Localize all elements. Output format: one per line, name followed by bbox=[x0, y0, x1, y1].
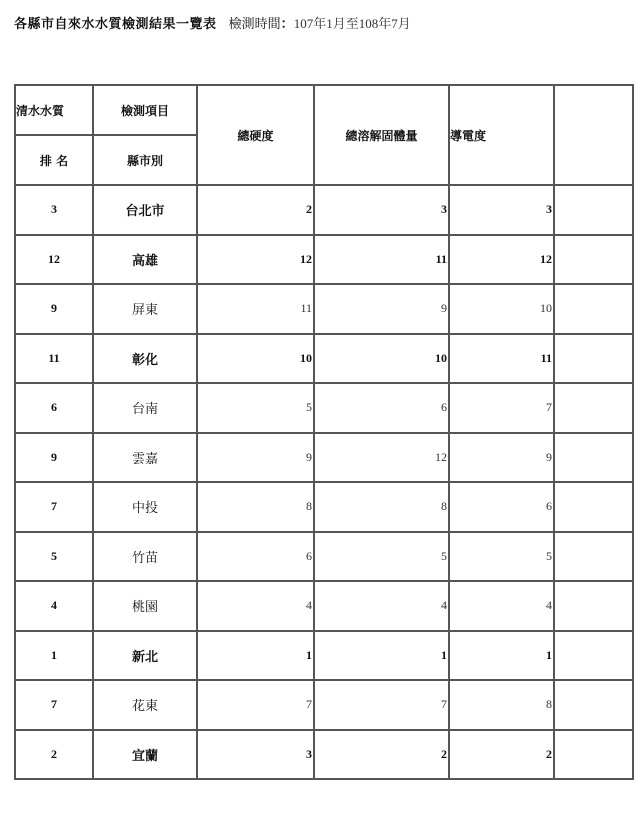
city-cell: 雲嘉 bbox=[93, 433, 197, 483]
tds-cell: 3 bbox=[314, 185, 449, 235]
rank-cell: 12 bbox=[15, 235, 93, 285]
conductivity-cell: 3 bbox=[449, 185, 554, 235]
table-row bbox=[15, 730, 633, 780]
city-cell: 宜蘭 bbox=[93, 730, 197, 780]
rank-cell: 7 bbox=[15, 680, 93, 730]
table-row bbox=[15, 532, 633, 582]
header-rank-bottom: 排 名 bbox=[15, 135, 93, 185]
period-colon: ： bbox=[280, 17, 294, 32]
table-title: 各縣市自來水水質檢測結果一覽表 bbox=[14, 17, 217, 32]
hardness-cell: 5 bbox=[197, 383, 314, 433]
header-extra bbox=[554, 85, 633, 185]
table-row bbox=[15, 482, 633, 532]
header-rank-top: 清水水質 bbox=[15, 85, 93, 135]
rank-cell: 9 bbox=[15, 284, 93, 334]
rank-cell: 7 bbox=[15, 482, 93, 532]
test-period bbox=[229, 17, 411, 32]
rank-cell: 1 bbox=[15, 631, 93, 681]
conductivity-cell: 11 bbox=[449, 334, 554, 384]
conductivity-cell: 5 bbox=[449, 532, 554, 582]
conductivity-cell: 6 bbox=[449, 482, 554, 532]
hardness-cell: 11 bbox=[197, 284, 314, 334]
tds-cell: 7 bbox=[314, 680, 449, 730]
water-quality-table bbox=[14, 84, 634, 780]
city-cell: 彰化 bbox=[93, 334, 197, 384]
city-cell: 高雄 bbox=[93, 235, 197, 285]
tds-cell: 8 bbox=[314, 482, 449, 532]
rank-cell: 4 bbox=[15, 581, 93, 631]
tds-cell: 12 bbox=[314, 433, 449, 483]
tds-cell: 5 bbox=[314, 532, 449, 582]
rank-cell: 2 bbox=[15, 730, 93, 780]
hardness-cell: 7 bbox=[197, 680, 314, 730]
rank-cell: 3 bbox=[15, 185, 93, 235]
header-tds: 總溶解固體量 bbox=[314, 85, 449, 185]
city-cell: 台北市 bbox=[93, 185, 197, 235]
table-row bbox=[15, 433, 633, 483]
extra-cell bbox=[554, 433, 633, 483]
hardness-cell: 6 bbox=[197, 532, 314, 582]
period-value: 107年1月至108年7月 bbox=[293, 16, 411, 31]
page-title bbox=[14, 13, 411, 32]
conductivity-cell: 8 bbox=[449, 680, 554, 730]
hardness-cell: 3 bbox=[197, 730, 314, 780]
tds-cell: 10 bbox=[314, 334, 449, 384]
conductivity-cell: 9 bbox=[449, 433, 554, 483]
header-hardness: 總硬度 bbox=[197, 85, 314, 185]
hardness-cell: 12 bbox=[197, 235, 314, 285]
table-row bbox=[15, 284, 633, 334]
table-row bbox=[15, 383, 633, 433]
header-item-top: 檢測項目 bbox=[93, 85, 197, 135]
table-row bbox=[15, 334, 633, 384]
hardness-cell: 4 bbox=[197, 581, 314, 631]
tds-cell: 1 bbox=[314, 631, 449, 681]
extra-cell bbox=[554, 532, 633, 582]
period-label: 檢測時間 bbox=[228, 17, 281, 32]
city-cell: 新北 bbox=[93, 631, 197, 681]
extra-cell bbox=[554, 235, 633, 285]
extra-cell bbox=[554, 730, 633, 780]
table-row bbox=[15, 235, 633, 285]
city-cell: 竹苗 bbox=[93, 532, 197, 582]
hardness-cell: 8 bbox=[197, 482, 314, 532]
conductivity-cell: 4 bbox=[449, 581, 554, 631]
hardness-cell: 2 bbox=[197, 185, 314, 235]
extra-cell bbox=[554, 284, 633, 334]
rank-cell: 11 bbox=[15, 334, 93, 384]
conductivity-cell: 10 bbox=[449, 284, 554, 334]
extra-cell bbox=[554, 482, 633, 532]
rank-cell: 5 bbox=[15, 532, 93, 582]
table-row bbox=[15, 631, 633, 681]
conductivity-cell: 7 bbox=[449, 383, 554, 433]
conductivity-cell: 2 bbox=[449, 730, 554, 780]
extra-cell bbox=[554, 185, 633, 235]
rank-cell: 6 bbox=[15, 383, 93, 433]
city-cell: 花東 bbox=[93, 680, 197, 730]
hardness-cell: 10 bbox=[197, 334, 314, 384]
header-city: 縣市別 bbox=[93, 135, 197, 185]
extra-cell bbox=[554, 581, 633, 631]
table-row bbox=[15, 680, 633, 730]
city-cell: 中投 bbox=[93, 482, 197, 532]
table-row bbox=[15, 185, 633, 235]
city-cell: 桃園 bbox=[93, 581, 197, 631]
header-row-top bbox=[15, 85, 633, 135]
tds-cell: 9 bbox=[314, 284, 449, 334]
city-cell: 台南 bbox=[93, 383, 197, 433]
rank-cell: 9 bbox=[15, 433, 93, 483]
extra-cell bbox=[554, 334, 633, 384]
hardness-cell: 1 bbox=[197, 631, 314, 681]
city-cell: 屏東 bbox=[93, 284, 197, 334]
extra-cell bbox=[554, 680, 633, 730]
conductivity-cell: 12 bbox=[449, 235, 554, 285]
conductivity-cell: 1 bbox=[449, 631, 554, 681]
hardness-cell: 9 bbox=[197, 433, 314, 483]
tds-cell: 4 bbox=[314, 581, 449, 631]
tds-cell: 2 bbox=[314, 730, 449, 780]
extra-cell bbox=[554, 383, 633, 433]
table-row bbox=[15, 581, 633, 631]
extra-cell bbox=[554, 631, 633, 681]
tds-cell: 11 bbox=[314, 235, 449, 285]
tds-cell: 6 bbox=[314, 383, 449, 433]
header-conductivity: 導電度 bbox=[449, 85, 554, 185]
